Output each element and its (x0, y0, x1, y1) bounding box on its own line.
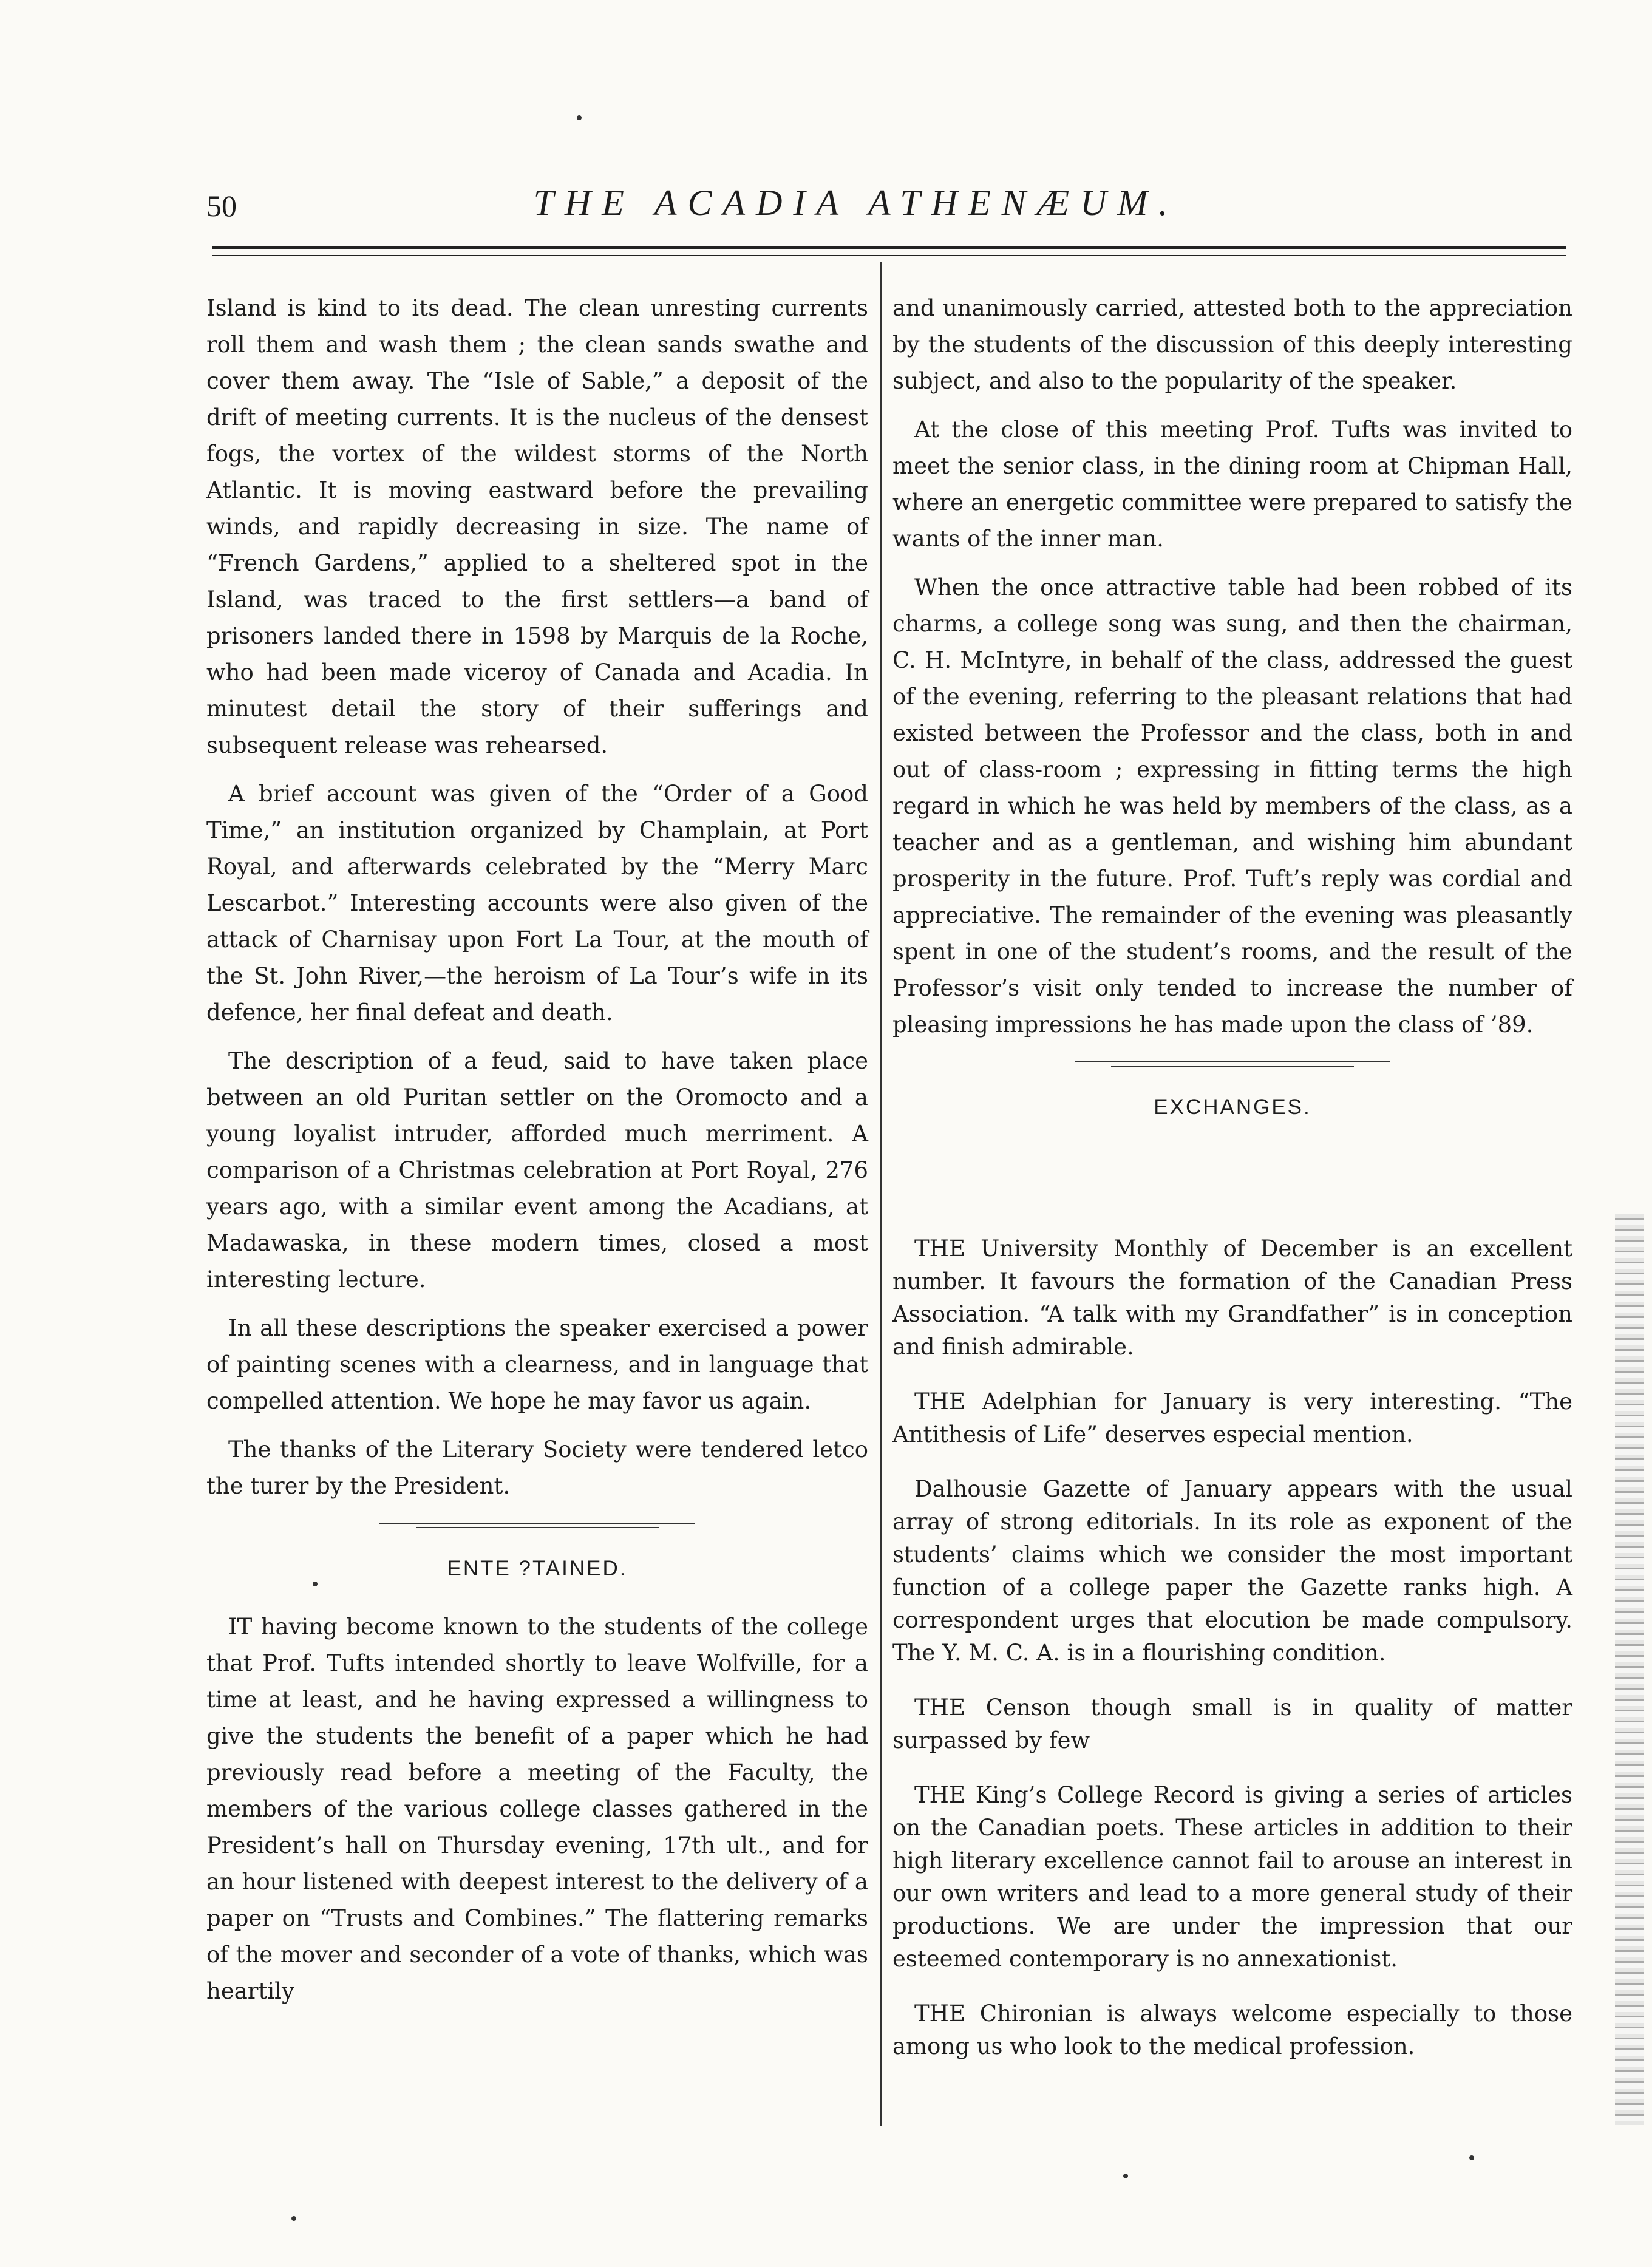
exchange-item: THE King’s College Record is giving a series of articles on the Canadian poets. These articles in addition to their high literary excellence cannot fail to arouse an interest in our own writers and lead to a more general study of their productions. We are under the impression that our esteemed contemporary is no annexationist. (892, 1782, 1572, 1972)
masthead-title: THE ACADIA ATHENÆUM. (533, 183, 1179, 223)
paragraph: The thanks of the Literary Society were tendered letco the turer by the President. (206, 1436, 868, 1499)
ink-speck (1123, 2174, 1128, 2178)
paragraph: IT having become known to the students of the college that Prof. Tufts intended shortly to leave Wolfville, for a time at least, and he having expressed a willingness to give the students the benefit of a paper which he had previously read before a meeting of the Faculty, the members of the various college classes gathered in the President’s hall on Thursday evening, 17th ult., and for an hour listened with deepest interest to the delivery of a paper on “Trusts and Combines.” The flattering remarks of the mover and seconder of a vote of thanks, which was heartily (206, 1614, 868, 2004)
header-rule-thick (212, 246, 1566, 249)
paragraph: The description of a feud, said to have taken place between an old Puritan settler on the Oromocto and a young loyalist intruder, afforded much merriment. A comparison of a Christmas celebration at Port Royal, 276 years ago, with a similar event among the Acadians, at Madawaska, in these modern times, closed a most interesting lecture. (206, 1048, 868, 1293)
page-number: 50 (206, 189, 237, 223)
paragraph: and unanimously carried, attested both to the appreciation by the students of the discussion of this deeply interesting subject, and also to the popularity of the speaker. (892, 295, 1572, 394)
exchange-item: THE University Monthly of December is an excellent number. It favours the formation of the Canadian Press Association. “A talk with my Grandfather” is in conception and finish admirable. (892, 1235, 1572, 1360)
paragraph: A brief account was given of the “Order of a Good Time,” an institution organized by Champlain, at Port Royal, and afterwards celebrated by the “Merry Marc Lescarbot.” Interesting accounts were also given of the attack of Charnisay upon Fort La Tour, at the mouth of the St. John River,—the heroism of La Tour’s wife in its defence, her final defeat and death. (206, 781, 868, 1025)
right-column (892, 290, 1572, 1147)
section-heading-entertained: ENTE ?TAINED. (447, 1557, 628, 1580)
column-divider (880, 262, 882, 2126)
section-ornament (379, 1523, 695, 1529)
exchange-item: THE Censon though small is in quality of matter surpassed by few (892, 1694, 1572, 1753)
paragraph: When the once attractive table had been robbed of its charms, a college song was sung, and then the chairman, C. H. McIntyre, in behalf of the class, addressed the guest of the evening, referring to the pleasant relations that had existed between the Professor and the class, both in and out of class-room ; expressing in fitting terms the high regard in which he was held by members of the class, as a teacher and as a gentleman, and wishing him abundant prosperity in the future. Prof. Tuft’s reply was cordial and appreciative. The remainder of the evening was pleasantly spent in one of the student’s rooms, and the result of the Professor’s visit only tended to increase the number of pleasing impressions he has made upon the class of ’89. (892, 574, 1572, 1038)
left-column (206, 290, 868, 2022)
section-heading-exchanges: EXCHANGES. (1154, 1095, 1311, 1119)
paragraph: Island is kind to its dead. The clean unresting currents roll them and wash them ; the clean sands swathe and cover them away. The “Isle of Sable,” a deposit of the drift of meeting currents. It is the nucleus of the densest fogs, the vortex of the wildest storms of the North Atlantic. It is moving eastward before the prevailing winds, and rapidly decreasing in size. The name of “French Gardens,” applied to a sheltered spot in the Island, was traced to the first settlers—a band of prisoners landed there in 1598 by Marquis de la Roche, who had been made viceroy of Canada and Acadia. In minutest detail the story of their sufferings and subsequent release was rehearsed. (206, 295, 868, 758)
exchange-item: THE Adelphian for January is very interesting. “The Antithesis of Life” deserves especial mention. (892, 1388, 1572, 1447)
scan-edge-artifact (1615, 1214, 1644, 2125)
ink-speck (313, 1582, 318, 1586)
exchanges-list (892, 1232, 1572, 2085)
paragraph: In all these descriptions the speaker exercised a power of painting scenes with a clearness, and in language that compelled attention. We hope he may favor us again. (206, 1315, 868, 1414)
exchange-item: Dalhousie Gazette of January appears with the usual array of strong editorials. In its role as exponent of the students’ claims which we consider the most important function of a college paper the Gazette ranks high. A correspondent urges that elocution be made compulsory. The Y. M. C. A. is in a flourishing condition. (892, 1476, 1572, 1666)
section-ornament (1075, 1061, 1390, 1067)
ink-speck (1469, 2155, 1474, 2160)
paragraph: At the close of this meeting Prof. Tufts was invited to meet the senior class, in the dining room at Chipman Hall, where an energetic committee were prepared to satisfy the wants of the inner man. (892, 416, 1572, 552)
header-rule-thin (212, 255, 1566, 256)
ink-speck (577, 115, 582, 120)
exchange-item: THE Chironian is always welcome especially to those among us who look to the medical profession. (892, 2000, 1572, 2059)
ink-speck (291, 2216, 296, 2221)
